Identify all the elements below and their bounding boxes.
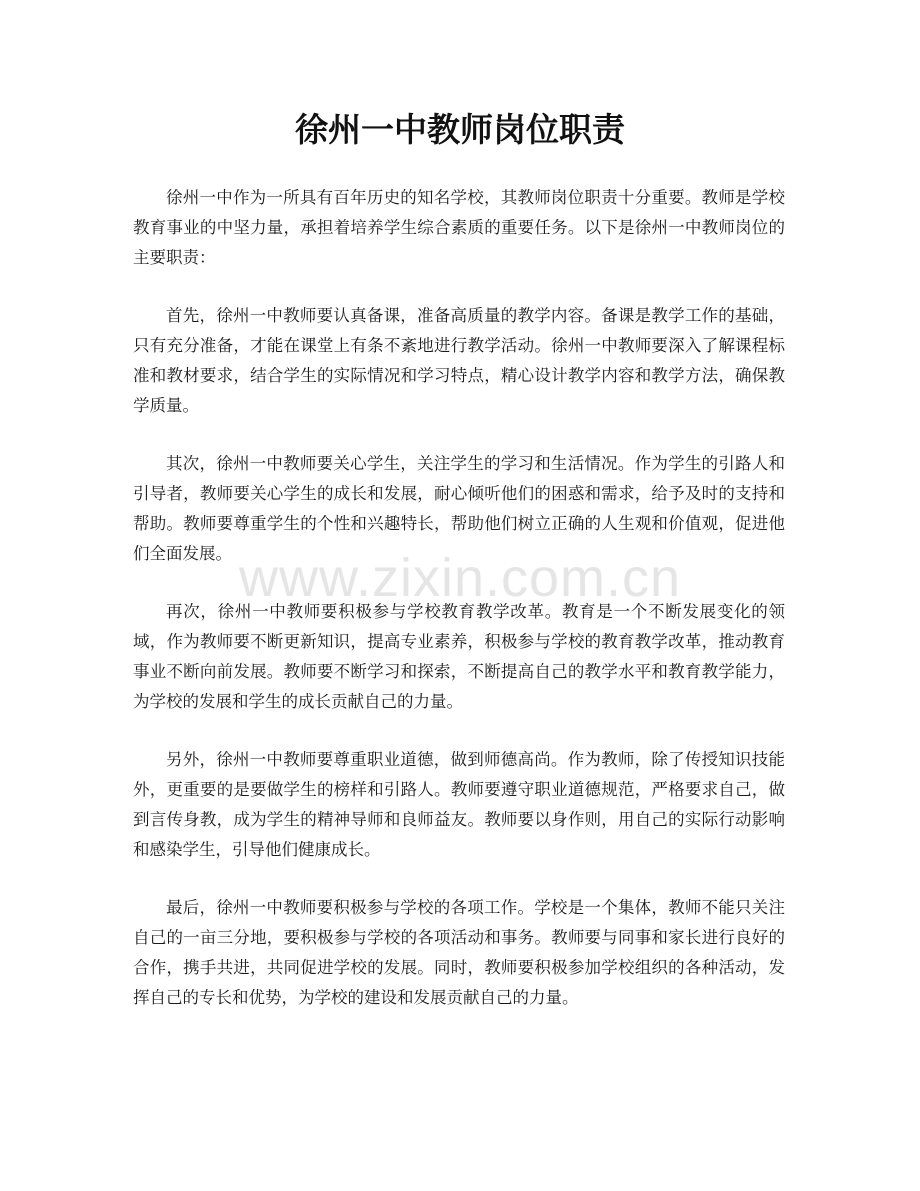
watermark: www.zixin.com.cn (238, 548, 682, 608)
document-title: 徐州一中教师岗位职责 (295, 110, 625, 149)
paragraph-third: 再次，徐州一中教师要积极参与学校教育教学改革。教育是一个不断发展变化的领域，作为教师要不断更新知识，提高专业素养，积极参与学校的教育教学改革，推动教育事业不断向前发展。教师要不断学习和探索，不断提高自己的教学水平和教育教学能力，为学校的发展和学生的成长贡献自己的力量。 (133, 602, 785, 711)
document-body (133, 183, 785, 1041)
paragraph-fourth: 另外，徐州一中教师要尊重职业道德，做到师德高尚。作为教师，除了传授知识技能外，更重要的是要做学生的榜样和引路人。教师要遵守职业道德规范，严格要求自己，做到言传身教，成为学生的精神导师和良师益友。教师要以身作则，用自己的实际行动影响和感染学生，引导他们健康成长。 (133, 750, 785, 859)
paragraph-second: 其次，徐州一中教师要关心学生，关注学生的学习和生活情况。作为学生的引路人和引导者，教师要关心学生的成长和发展，耐心倾听他们的困惑和需求，给予及时的支持和帮助。教师要尊重学生的个性和兴趣特长，帮助他们树立正确的人生观和价值观，促进他们全面发展。 (133, 454, 785, 563)
paragraph-intro: 徐州一中作为一所具有百年历史的知名学校，其教师岗位职责十分重要。教师是学校教育事业的中坚力量，承担着培养学生综合素质的重要任务。以下是徐州一中教师岗位的主要职责： (133, 188, 785, 267)
paragraph-first: 首先，徐州一中教师要认真备课，准备高质量的教学内容。备课是教学工作的基础，只有充分准备，才能在课堂上有条不紊地进行教学活动。徐州一中教师要深入了解课程标准和教材要求，结合学生的实际情况和学习特点，精心设计教学内容和教学方法，确保教学质量。 (133, 306, 785, 415)
paragraph-fifth: 最后，徐州一中教师要积极参与学校的各项工作。学校是一个集体，教师不能只关注自己的一亩三分地，要积极参与学校的各项活动和事务。教师要与同事和家长进行良好的合作，携手共进，共同促进学校的发展。同时，教师要积极参加学校组织的各种活动，发挥自己的专长和优势，为学校的建设和发展贡献自己的力量。 (133, 898, 785, 1007)
